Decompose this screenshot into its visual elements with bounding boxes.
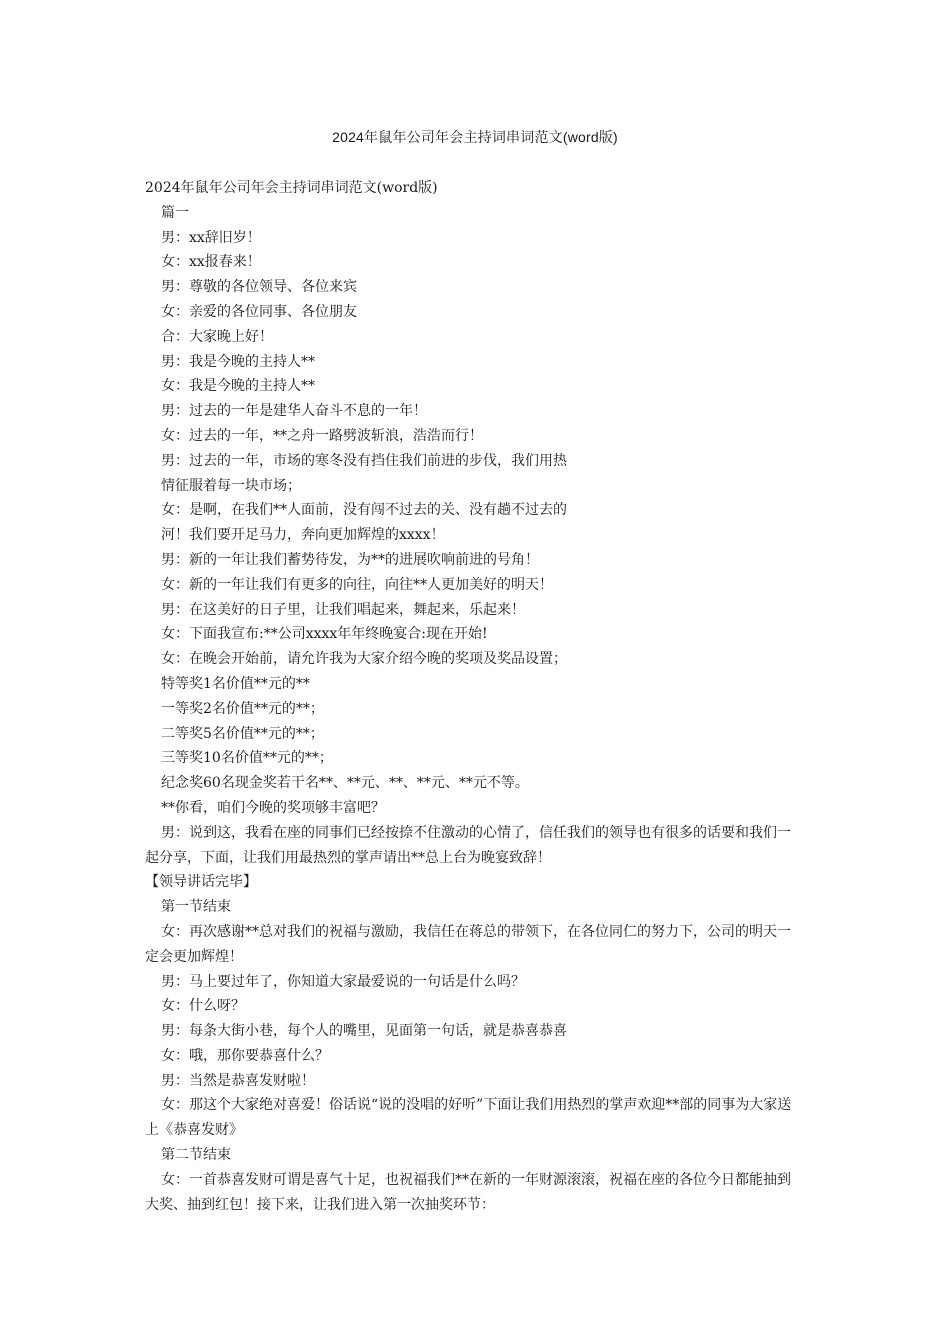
paragraph: 男：过去的一年，市场的寒冬没有挡住我们前进的步伐，我们用热 [161, 452, 567, 469]
paragraph: 女：亲爱的各位同事、各位朋友 [161, 303, 357, 320]
paragraph: 女：是啊，在我们**人面前，没有闯不过去的关、没有趟不过去的 [161, 502, 567, 519]
paragraph: 女：新的一年让我们有更多的向往，向往**人更加美好的明天！ [161, 576, 553, 593]
paragraph: 男：新的一年让我们蓄势待发，为**的进展吹响前进的号角！ [161, 551, 539, 568]
paragraph: 男：马上要过年了，你知道大家最爱说的一句话是什么吗？ [161, 973, 525, 990]
paragraph: 男：当然是恭喜发财啦！ [161, 1072, 315, 1089]
paragraph: 女：在晚会开始前，请允许我为大家介绍今晚的奖项及奖品设置； [161, 651, 567, 668]
paragraph: 女：下面我宣布:**公司xxxx年年终晚宴合:现在开始! [161, 626, 488, 643]
paragraph: 第二节结束 [161, 1147, 231, 1164]
paragraph: 【领导讲话完毕】 [145, 874, 257, 891]
paragraph: 女：哦，那你要恭喜什么？ [161, 1047, 329, 1064]
paragraph: 男：说到这，我看在座的同事们已经按捺不住激动的心情了，信任我们的领导也有很多的话要和我们一起分享，下面，让我们用最热烈的掌声请出**总上台为晚宴致辞！ [145, 824, 791, 866]
paragraph: 一等奖2名价值**元的**； [161, 700, 324, 717]
document-body [145, 176, 801, 1217]
paragraph: 女：我是今晚的主持人** [161, 378, 315, 395]
paragraph: 第一节结束 [161, 899, 231, 916]
paragraph: 女：过去的一年，**之舟一路劈波斩浪，浩浩而行！ [161, 427, 483, 444]
paragraph: 女：什么呀？ [161, 998, 245, 1015]
paragraph: 合：大家晚上好！ [161, 328, 273, 345]
paragraph: 男：在这美好的日子里，让我们唱起来，舞起来，乐起来！ [161, 601, 525, 618]
paragraph: 女：再次感谢**总对我们的祝福与激励，我信任在蒋总的带领下，在各位同仁的努力下，公司的明天一定会更加辉煌！ [145, 923, 791, 965]
paragraph: 男：过去的一年是建华人奋斗不息的一年！ [161, 403, 427, 420]
paragraph: **你看，咱们今晚的奖项够丰富吧？ [161, 799, 385, 816]
paragraph: 篇一 [161, 204, 189, 221]
paragraph: 三等奖10名价值**元的**； [161, 750, 333, 767]
document-body-title: 2024年鼠年公司年会主持词串词范文(word版) [145, 180, 438, 196]
paragraph: 男：尊敬的各位领导、各位来宾 [161, 279, 357, 296]
paragraph: 男：我是今晚的主持人** [161, 353, 315, 370]
paragraph: 女：一首恭喜发财可谓是喜气十足，也祝福我们**在新的一年财源滚滚，祝福在座的各位今日都能抽到大奖、抽到红包！接下来，让我们进入第一次抽奖环节： [145, 1171, 791, 1213]
paragraph: 女：xx报春来！ [161, 254, 261, 271]
paragraph: 特等奖1名价值**元的** [161, 675, 310, 692]
paragraph: 男：每条大街小巷，每个人的嘴里，见面第一句话，就是恭喜恭喜 [161, 1023, 567, 1040]
document-header-title: 2024年鼠年公司年会主持词串词范文(word版) [332, 129, 618, 145]
paragraph: 河！我们要开足马力，奔向更加辉煌的xxxx！ [161, 527, 445, 544]
paragraph: 情征服着每一块市场； [161, 477, 301, 494]
paragraph: 二等奖5名价值**元的**； [161, 725, 324, 742]
paragraph: 男：xx辞旧岁！ [161, 229, 261, 246]
paragraph: 纪念奖60名现金奖若干名**、**元、**、**元、**元不等。 [161, 775, 529, 792]
paragraph: 女：那这个大家绝对喜爱！俗话说“说的没唱的好听”下面让我们用热烈的掌声欢迎**部的同事为大家送上《恭喜发财》 [145, 1097, 792, 1139]
